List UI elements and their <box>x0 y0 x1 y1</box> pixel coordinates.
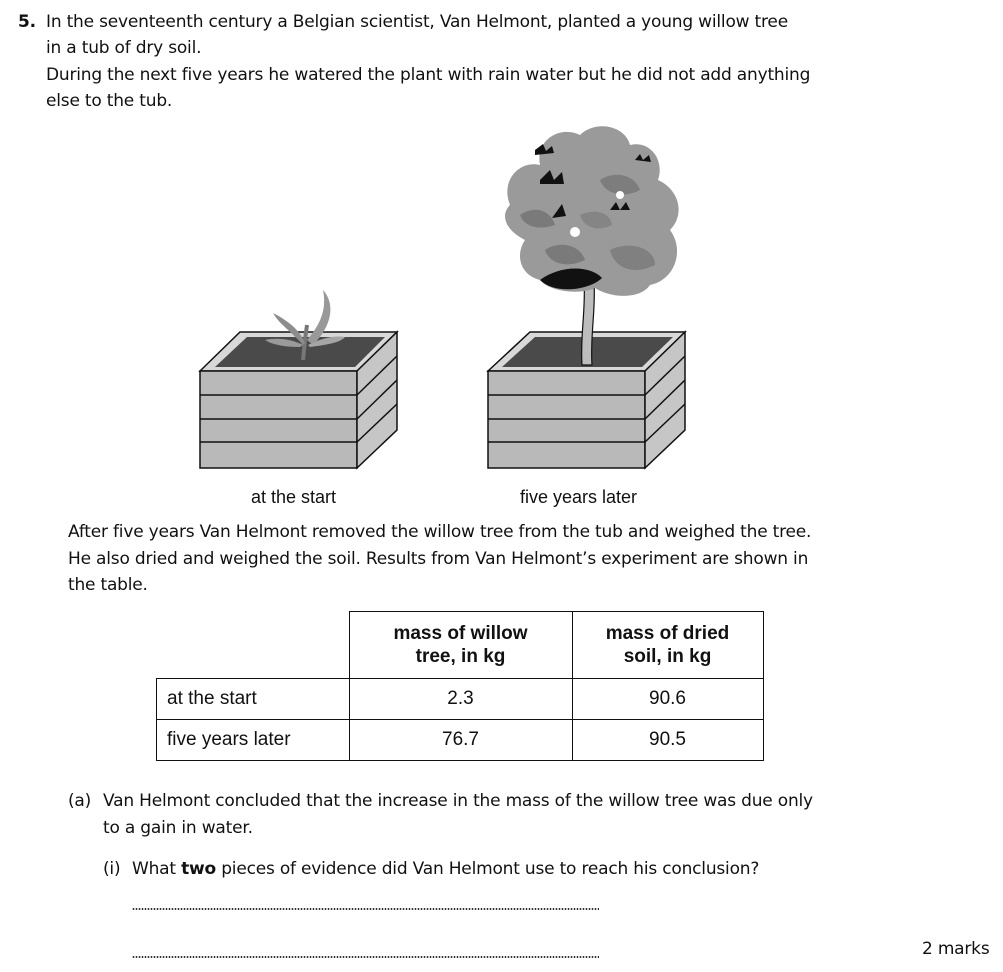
part-a-label: (a) <box>68 791 92 811</box>
soil-mass-cell: 90.6 <box>572 679 763 720</box>
answer-line-2[interactable] <box>132 956 599 958</box>
marks-label: 2 marks <box>922 939 990 959</box>
row-label: at the start <box>157 679 350 720</box>
caption-at-the-start: at the start <box>251 487 337 507</box>
intro-line-4: else to the tub. <box>46 91 173 111</box>
seedling-in-tub-illustration <box>195 285 405 475</box>
part-a-i-label: (i) <box>103 859 121 879</box>
part-a-i-question <box>132 859 759 879</box>
tree-foliage-icon <box>505 126 679 296</box>
header-tree-line-2: tree, in kg <box>415 646 506 667</box>
table-row <box>157 720 764 761</box>
question-number: 5. <box>18 12 36 32</box>
after-line-3: the table. <box>68 575 148 595</box>
soil-mass-cell: 90.5 <box>572 720 763 761</box>
tree-mass-cell: 76.7 <box>349 720 572 761</box>
after-line-1: After five years Van Helmont removed the willow tree from the tub and weighed the tree. <box>68 522 812 542</box>
question-text-after: pieces of evidence did Van Helmont use to reach his conclusion? <box>216 859 760 879</box>
question-text-before: What <box>132 859 182 879</box>
after-line-2: He also dried and weighed the soil. Results from Van Helmont’s experiment are shown in <box>68 549 809 569</box>
header-soil-line-2: soil, in kg <box>623 646 712 667</box>
header-soil-line-1: mass of dried <box>605 623 730 644</box>
results-table <box>156 611 764 761</box>
caption-five-years-later: five years later <box>520 487 638 507</box>
table-header-soil-mass <box>572 612 763 679</box>
intro-line-1: In the seventeenth century a Belgian scientist, Van Helmont, planted a young willow tree <box>46 12 788 32</box>
intro-line-3: During the next five years he watered the plant with rain water but he did not add anything <box>46 65 811 85</box>
tree-mass-cell: 2.3 <box>349 679 572 720</box>
table-header-tree-mass <box>349 612 572 679</box>
intro-line-2: in a tub of dry soil. <box>46 38 202 58</box>
part-a-line-1: Van Helmont concluded that the increase in the mass of the willow tree was due only <box>103 791 813 811</box>
header-tree-line-1: mass of willow <box>393 623 528 644</box>
table-row <box>157 679 764 720</box>
part-a-line-2: to a gain in water. <box>103 818 253 838</box>
willow-tree-in-tub-illustration <box>480 120 695 475</box>
question-text-emphasis: two <box>181 859 216 879</box>
table-header-empty <box>157 612 350 679</box>
answer-line-1[interactable] <box>132 908 599 910</box>
table-header-row <box>157 612 764 679</box>
row-label: five years later <box>157 720 350 761</box>
